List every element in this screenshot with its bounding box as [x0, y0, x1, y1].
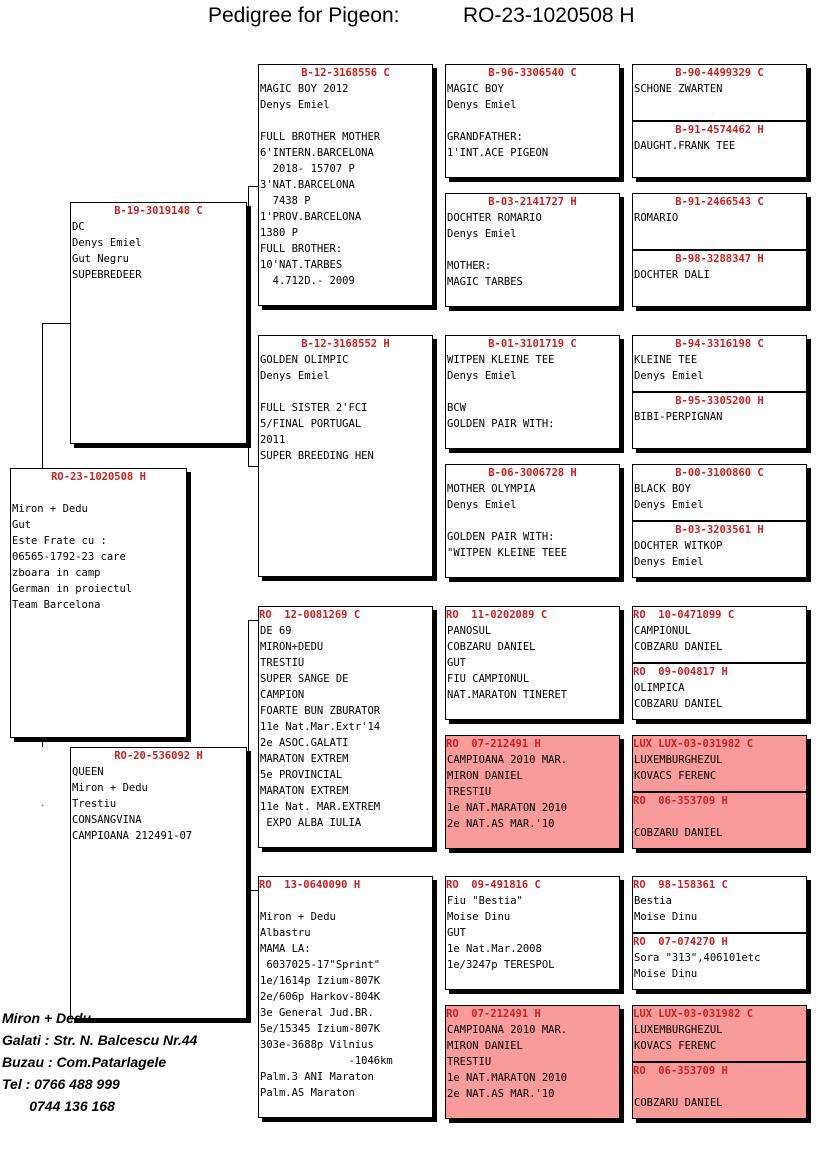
pedigree-line: MIRON+DEDU [260, 641, 324, 653]
pedigree-line: Denys Emiel [72, 237, 142, 249]
pedigree-line: Denys Emiel [447, 499, 517, 511]
pedigree-line: CAMPIONUL [634, 625, 691, 637]
ring-number: RO 98-158361 C [633, 879, 728, 891]
ring-number: B-03-2141727 H [488, 196, 577, 208]
pedigree-line: zboara in camp [12, 567, 101, 579]
pedigree-line: 11e Nat.Mar.Extr'14 [260, 721, 381, 733]
pedigree-line: 1e Nat.Mar.2008 [447, 943, 542, 955]
pedigree-line: LUXEMBURGHEZUL [634, 754, 723, 766]
pedigree-line: 1'PROV.BARCELONA [260, 211, 362, 223]
connector-line [248, 186, 258, 187]
pedigree-line: MOTHER OLYMPIA [447, 483, 536, 495]
pedigree-line: COBZARU DANIEL [634, 1097, 723, 1109]
pedigree-line [447, 113, 619, 129]
pedigree-line: 5e/15345 Izium-807K [260, 1023, 381, 1035]
ring-number: RO 07-074270 H [633, 936, 728, 948]
great-grandparent-box [445, 64, 620, 178]
pedigree-line: Palm.AS Maraton [260, 1087, 355, 1099]
pedigree-line: MARATON EXTREM [260, 785, 349, 797]
pedigree-line: Miron + Dedu [260, 911, 336, 923]
ring-number: B-94-3316198 C [675, 338, 764, 350]
ancestor-box [632, 121, 807, 178]
pedigree-line: CAMPIOANA 2010 MAR. [447, 754, 568, 766]
grandparent-box [258, 64, 433, 306]
pedigree-line: GUT [447, 927, 466, 939]
pedigree-line: "WITPEN KLEINE TEEE [447, 547, 568, 559]
pedigree-line: Denys Emiel [634, 499, 704, 511]
contact-line: Tel : 0766 488 999 [2, 1076, 120, 1092]
ring-number: RO 09-004817 H [633, 666, 728, 678]
pedigree-line [634, 809, 806, 825]
pedigree-line: 5e PROVINCIAL [260, 769, 343, 781]
ring-number: B-90-4499329 C [675, 67, 764, 79]
ring-number: RO 13-0640090 H [259, 879, 361, 891]
pedigree-line: LUXEMBURGHEZUL [634, 1024, 723, 1036]
pedigree-line: 4.712D.- 2009 [260, 275, 355, 287]
ancestor-box [632, 335, 807, 392]
pedigree-line: Palm.3 ANI Maraton [260, 1071, 374, 1083]
pedigree-line: 2018- 15707 P [260, 163, 355, 175]
pedigree-line: 7438 P [260, 195, 311, 207]
pedigree-line: Denys Emiel [634, 556, 704, 568]
pedigree-line: DOCHTER DALI [634, 269, 710, 281]
contact-line: 0744 136 168 [2, 1098, 115, 1114]
great-grandparent-box [445, 735, 620, 849]
pedigree-line: MAGIC TARBES [447, 276, 523, 288]
pedigree-line: 1e NAT.MARATON 2010 [447, 1072, 568, 1084]
pedigree-line: 6037025-17"Sprint" [260, 959, 381, 971]
pedigree-line: PANOSUL [447, 625, 492, 637]
connector-line [42, 323, 70, 324]
great-grandparent-box [445, 193, 620, 307]
pedigree-line: 1'INT.ACE PIGEON [447, 147, 549, 159]
ring-number: LUX LUX-03-031982 C [633, 1008, 754, 1020]
pedigree-line: 1e/3247p TERESPOL [447, 959, 555, 971]
sire-box [70, 202, 247, 444]
pedigree-line: DAUGHT.FRANK TEE [634, 140, 736, 152]
connector-line [248, 890, 258, 891]
ring-number: RO 07-212491 H [446, 738, 541, 750]
ancestor-box [632, 933, 807, 990]
pedigree-line: 2e NAT.AS MAR.'10 [447, 1088, 555, 1100]
pedigree-line: CAMPIOANA 212491-07 [72, 830, 193, 842]
great-grandparent-box [445, 876, 620, 990]
title-label: Pedigree for Pigeon: [208, 4, 400, 27]
pedigree-line: 303e-3688p Vilnius [260, 1039, 374, 1051]
pedigree-line: MARATON EXTREM [260, 753, 349, 765]
subject-box [10, 468, 187, 738]
ring-number: B-06-3006728 H [488, 467, 577, 479]
ancestor-box [632, 606, 807, 663]
pedigree-line: CAMPION [260, 689, 305, 701]
ring-number: B-12-3168556 C [301, 67, 390, 79]
title-ring: RO-23-1020508 H [463, 4, 635, 27]
pedigree-line: FULL SISTER 2'FCI [260, 402, 368, 414]
connector-line [248, 620, 249, 890]
pedigree-line: German in proiectul [12, 583, 133, 595]
pedigree-line: SUPER BREEDING HEN [260, 450, 374, 462]
pedigree-line: Bestia [634, 895, 672, 907]
pedigree-line: CAMPIOANA 2010 MAR. [447, 1024, 568, 1036]
pedigree-line: GOLDEN PAIR WITH: [447, 531, 555, 543]
pedigree-line: Trestiu [72, 798, 117, 810]
pedigree-line: -1046km [260, 1055, 393, 1067]
pedigree-line: 1380 P [260, 227, 298, 239]
ancestor-box [632, 876, 807, 933]
ring-number: B-98-3288347 H [675, 253, 764, 265]
pedigree-line: DOCHTER WITKOP [634, 540, 723, 552]
pedigree-line: 2011 [260, 434, 286, 446]
pedigree-line: MOTHER: [447, 260, 492, 272]
pedigree-line: MAGIC BOY 2012 [260, 83, 349, 95]
ring-number: B-12-3168552 H [301, 338, 390, 350]
pedigree-line: Moise Dinu [634, 968, 698, 980]
pedigree-line: 6'INTERN.BARCELONA [260, 147, 374, 159]
ring-number: RO 12-0081269 C [259, 609, 361, 621]
pedigree-line: Moise Dinu [447, 911, 511, 923]
pedigree-line: MIRON DANIEL [447, 770, 523, 782]
ring-number: B-00-3100860 C [675, 467, 764, 479]
pedigree-line: 5/FINAL PORTUGAL [260, 418, 362, 430]
ancestor-box [632, 792, 807, 849]
pedigree-line: KOVACS FERENC [634, 770, 717, 782]
connector-line [248, 466, 258, 467]
pedigree-line: GRANDFATHER: [447, 131, 523, 143]
ring-number: RO 06-353709 H [633, 1065, 728, 1077]
ancestor-box [632, 735, 807, 792]
pedigree-line: 2e/606p Harkov-804K [260, 991, 381, 1003]
ring-number: RO 07-212491 H [446, 1008, 541, 1020]
pedigree-line: Albastru [260, 927, 311, 939]
grandparent-box [258, 335, 433, 577]
pedigree-line: CONSANGVINA [72, 814, 142, 826]
ancestor-box [632, 1005, 807, 1062]
pedigree-line: Miron + Dedu [72, 782, 148, 794]
pedigree-line: Denys Emiel [634, 370, 704, 382]
ancestor-box [632, 250, 807, 307]
pedigree-line: Este Frate cu : [12, 535, 107, 547]
ancestor-box [632, 392, 807, 449]
pedigree-line: Moise Dinu [634, 911, 698, 923]
pedigree-line: Fiu "Bestia" [447, 895, 523, 907]
pedigree-line: DC [72, 221, 85, 233]
ring-number: B-03-3203561 H [675, 524, 764, 536]
contact-line: Buzau : Com.Patarlagele [2, 1054, 167, 1070]
pedigree-line: Denys Emiel [447, 370, 517, 382]
pedigree-line: BLACK BOY [634, 483, 691, 495]
pedigree-line: TRESTIU [447, 1056, 492, 1068]
pedigree-line: FIU CAMPIONUL [447, 673, 530, 685]
pedigree-line: BIBI-PERPIGNAN [634, 411, 723, 423]
pedigree-line: MAMA LA: [260, 943, 311, 955]
pedigree-line: 10'NAT.TARBES [260, 259, 343, 271]
pedigree-line: GOLDEN PAIR WITH: [447, 418, 555, 430]
dam-box [70, 747, 247, 1019]
pedigree-line [447, 384, 619, 400]
ring-number: B-96-3306540 C [488, 67, 577, 79]
great-grandparent-box [445, 1005, 620, 1119]
ring-number: RO-23-1020508 H [51, 471, 146, 483]
pedigree-line [260, 893, 432, 909]
pedigree-line: TRESTIU [260, 657, 305, 669]
pedigree-line: COBZARU DANIEL [634, 698, 723, 710]
pedigree-line: GOLDEN OLIMPIC [260, 354, 349, 366]
pedigree-line: WITPEN KLEINE TEE [447, 354, 555, 366]
pedigree-line: 1e/1614p Izium-807K [260, 975, 381, 987]
ring-number: B-91-2466543 C [675, 196, 764, 208]
pedigree-line: ROMARIO [634, 212, 679, 224]
pedigree-line: Denys Emiel [260, 370, 330, 382]
pedigree-line: Miron + Dedu [12, 503, 88, 515]
pedigree-line: Sora "313",406101etc [634, 952, 761, 964]
pedigree-line: OLIMPICA [634, 682, 685, 694]
pedigree-line [260, 384, 432, 400]
pedigree-line: GUT [447, 657, 466, 669]
connector-line [42, 323, 43, 468]
great-grandparent-box [445, 606, 620, 720]
grandparent-box [258, 876, 433, 1118]
pedigree-line: Denys Emiel [260, 99, 330, 111]
pedigree-line: BCW [447, 402, 466, 414]
pedigree-line [634, 1079, 806, 1095]
pedigree-line: Denys Emiel [447, 228, 517, 240]
ring-number: RO 06-353709 H [633, 795, 728, 807]
ring-number: RO 09-491816 C [446, 879, 541, 891]
pedigree-line: TRESTIU [447, 786, 492, 798]
ring-number: RO 10-0471099 C [633, 609, 735, 621]
pedigree-line: FULL BROTHER MOTHER [260, 131, 381, 143]
ring-number: RO-20-536092 H [114, 750, 203, 762]
pedigree-line: EXPO ALBA IULIA [260, 817, 362, 829]
grandparent-box [258, 606, 433, 848]
pedigree-line: DE 69 [260, 625, 292, 637]
pedigree-line: FOARTE BUN ZBURATOR [260, 705, 381, 717]
pedigree-line: Denys Emiel [447, 99, 517, 111]
ancestor-box [632, 521, 807, 578]
connector-line [248, 186, 249, 466]
breeder-contact [2, 1007, 197, 1117]
ancestor-box [632, 64, 807, 121]
pedigree-line: 2e ASOC.GALATI [260, 737, 349, 749]
pedigree-line: COBZARU DANIEL [447, 641, 536, 653]
pedigree-line: COBZARU DANIEL [634, 641, 723, 653]
contact-line: Miron + Dedu [2, 1010, 92, 1026]
pedigree-line: SUPER SANGE DE [260, 673, 349, 685]
pedigree-line: 06565-1792-23 care [12, 551, 126, 563]
pedigree-line: Gut Negru [72, 253, 129, 265]
pedigree-line [447, 242, 619, 258]
ancestor-box [632, 464, 807, 521]
pedigree-line: 3'NAT.BARCELONA [260, 179, 355, 191]
contact-line: Galati : Str. N. Balcescu Nr.44 [2, 1032, 198, 1048]
pedigree-line: NAT.MARATON TINERET [447, 689, 568, 701]
great-grandparent-box [445, 335, 620, 449]
pedigree-line: 1e NAT.MARATON 2010 [447, 802, 568, 814]
ring-number: B-01-3101719 C [488, 338, 577, 350]
connector-line [42, 805, 43, 806]
pedigree-line: KOVACS FERENC [634, 1040, 717, 1052]
ring-number: LUX LUX-03-031982 C [633, 738, 754, 750]
ring-number: B-91-4574462 H [675, 124, 764, 136]
pedigree-line: DOCHTER ROMARIO [447, 212, 542, 224]
pedigree-line [260, 113, 432, 129]
pedigree-line: Team Barcelona [12, 599, 101, 611]
pedigree-line: 11e Nat. MAR.EXTREM [260, 801, 381, 813]
pedigree-line: 2e NAT.AS MAR.'10 [447, 818, 555, 830]
pedigree-line: KLEINE TEE [634, 354, 698, 366]
pedigree-line: SUPEBREDEER [72, 269, 142, 281]
pedigree-line: Gut [12, 519, 31, 531]
ring-number: RO 11-0202089 C [446, 609, 548, 621]
ring-number: B-95-3305200 H [675, 395, 764, 407]
pedigree-line: SCHONE ZWARTEN [634, 83, 723, 95]
ring-number: B-19-3019148 C [114, 205, 203, 217]
ancestor-box [632, 193, 807, 250]
pedigree-line: FULL BROTHER: [260, 243, 343, 255]
pedigree-line [447, 513, 619, 529]
ancestor-box [632, 1062, 807, 1119]
pedigree-line: MIRON DANIEL [447, 1040, 523, 1052]
pedigree-line: 3e General Jud.BR. [260, 1007, 374, 1019]
ancestor-box [632, 663, 807, 720]
pedigree-line: QUEEN [72, 766, 104, 778]
pedigree-line: COBZARU DANIEL [634, 827, 723, 839]
great-grandparent-box [445, 464, 620, 578]
pedigree-line [12, 485, 186, 501]
pedigree-line: MAGIC BOY [447, 83, 504, 95]
connector-line [248, 620, 258, 621]
